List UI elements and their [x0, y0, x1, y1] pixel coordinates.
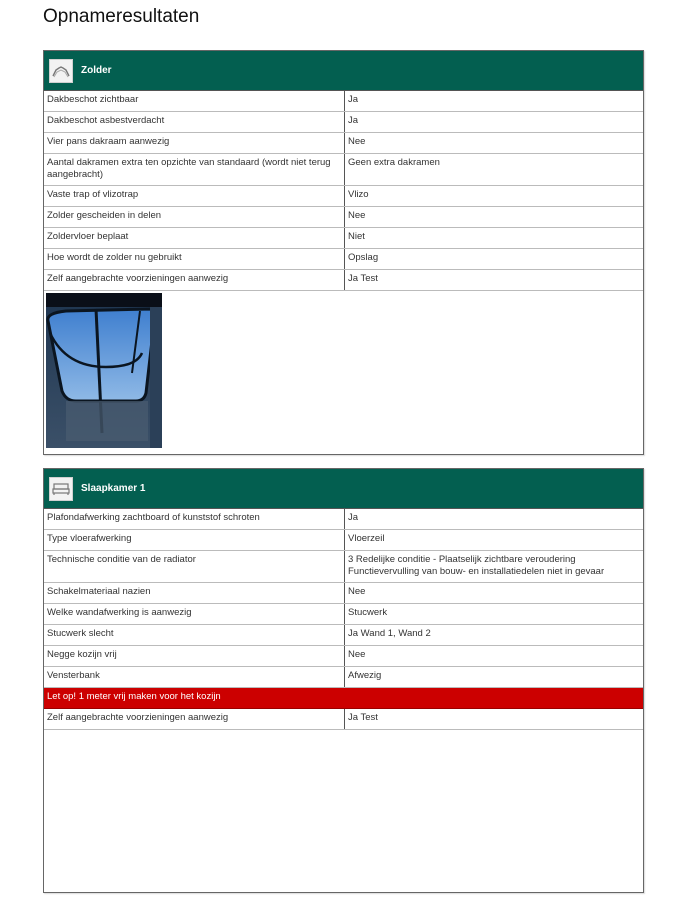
row-label: Technische conditie van de radiator [44, 551, 345, 583]
alert-row [44, 688, 643, 709]
table-row [44, 583, 643, 604]
table-row [44, 91, 643, 112]
row-value: Geen extra dakramen [345, 154, 644, 186]
section-header-slaapkamer-1 [44, 469, 643, 508]
table-row [44, 186, 643, 207]
table-row [44, 133, 643, 154]
row-label: Vaste trap of vlizotrap [44, 186, 345, 207]
row-value: Ja Test [345, 270, 644, 291]
section-zolder [43, 50, 644, 455]
row-label: Zelf aangebrachte voorzieningen aanwezig [44, 709, 345, 730]
table-row [44, 112, 643, 133]
row-label: Dakbeschot asbestverdacht [44, 112, 345, 133]
row-label: Aantal dakramen extra ten opzichte van standaard (wordt niet terug aangebracht) [44, 154, 345, 186]
section-title: Zolder [81, 65, 112, 76]
row-label: Zolder gescheiden in delen [44, 207, 345, 228]
table-row [44, 551, 643, 583]
section-title: Slaapkamer 1 [81, 483, 146, 494]
table-row [44, 530, 643, 551]
row-value: Vlizo [345, 186, 644, 207]
page-title: Opnameresultaten [43, 6, 200, 27]
slaapkamer-table [44, 508, 643, 730]
table-row [44, 509, 643, 530]
table-row [44, 709, 643, 730]
section-slaapkamer-1 [43, 468, 644, 893]
row-label: Welke wandafwerking is aanwezig [44, 604, 345, 625]
row-label: Hoe wordt de zolder nu gebruikt [44, 249, 345, 270]
zolder-table [44, 90, 643, 291]
row-label: Zoldervloer beplaat [44, 228, 345, 249]
table-row [44, 154, 643, 186]
skylight-photo[interactable] [46, 293, 162, 448]
table-row [44, 604, 643, 625]
table-row [44, 207, 643, 228]
table-row [44, 625, 643, 646]
row-label: Plafondafwerking zachtboard of kunststof schroten [44, 509, 345, 530]
row-value: Nee [345, 133, 644, 154]
attic-roof-icon [49, 59, 73, 83]
row-value: Nee [345, 583, 644, 604]
table-row [44, 249, 643, 270]
table-row [44, 667, 643, 688]
row-value: Ja Wand 1, Wand 2 [345, 625, 644, 646]
row-value: Nee [345, 207, 644, 228]
row-label: Vier pans dakraam aanwezig [44, 133, 345, 154]
row-value: Ja Test [345, 709, 644, 730]
section-header-zolder [44, 51, 643, 90]
table-row [44, 228, 643, 249]
row-value: 3 Redelijke conditie - Plaatselijk zichtbare veroudering Functievervulling van bouw- en installatiedelen niet in gevaar [345, 551, 644, 583]
row-label: Zelf aangebrachte voorzieningen aanwezig [44, 270, 345, 291]
row-value: Niet [345, 228, 644, 249]
row-value: Stucwerk [345, 604, 644, 625]
row-value: Ja [345, 509, 644, 530]
row-value: Ja [345, 112, 644, 133]
row-value: Opslag [345, 249, 644, 270]
row-value: Ja [345, 91, 644, 112]
row-label: Vensterbank [44, 667, 345, 688]
row-value: Afwezig [345, 667, 644, 688]
row-label: Stucwerk slecht [44, 625, 345, 646]
row-label: Type vloerafwerking [44, 530, 345, 551]
table-row [44, 646, 643, 667]
alert-message: Let op! 1 meter vrij maken voor het kozijn [44, 688, 643, 709]
bed-icon [49, 477, 73, 501]
row-value: Nee [345, 646, 644, 667]
row-value: Vloerzeil [345, 530, 644, 551]
row-label: Schakelmateriaal nazien [44, 583, 345, 604]
row-label: Dakbeschot zichtbaar [44, 91, 345, 112]
row-label: Negge kozijn vrij [44, 646, 345, 667]
table-row [44, 270, 643, 291]
